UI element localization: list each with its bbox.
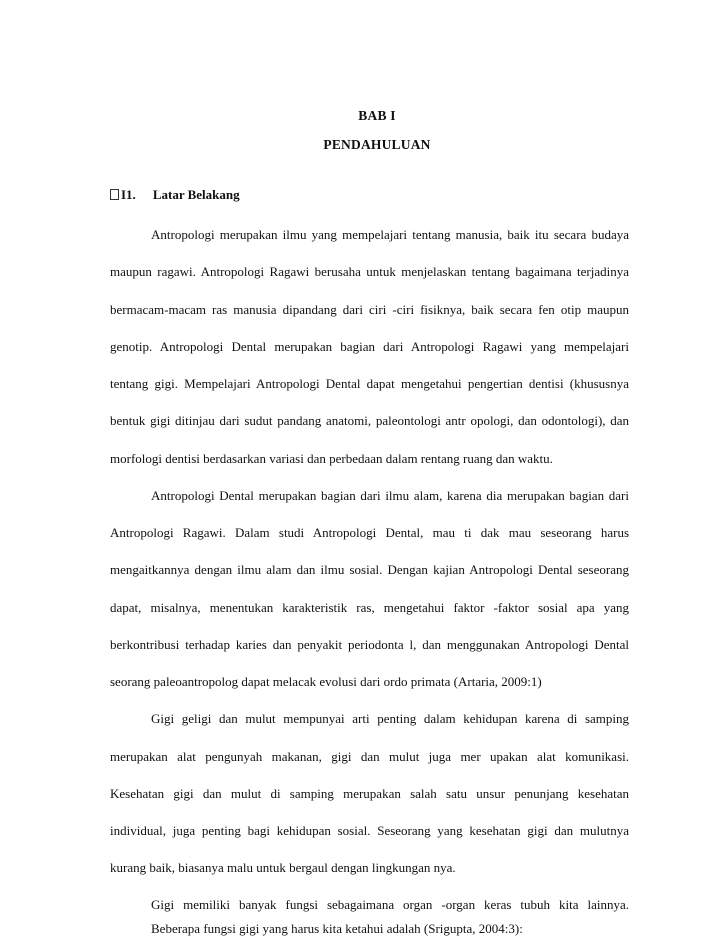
paragraph-2-line-2: Antropologi Ragawi. Dalam studi Antropologi Dental, mau ti dak mau seseorang harus [110,525,629,540]
paragraph-1-line-5: tentang gigi. Mempelajari Antropologi Dental dapat mengetahui pengertian dentisi (khususnya [110,376,629,391]
bullet-box-icon [110,189,119,200]
paragraph-2-line-4: dapat, misalnya, menentukan karakteristik ras, mengetahui faktor -faktor sosial apa yang [110,600,629,615]
section-number: I1. [121,187,136,202]
paragraph-2-line-5: berkontribusi terhadap karies dan penyakit periodonta l, dan menggunakan Antropologi Dental [110,637,629,652]
paragraph-1-line-1: Antropologi merupakan ilmu yang mempelajari tentang manusia, baik itu secara budaya [151,227,629,242]
paragraph-3-line-2: merupakan alat pengunyah makanan, gigi dan mulut juga mer upakan alat komunikasi. [110,749,629,764]
paragraph-1-line-6: bentuk gigi ditinjau dari sudut pandang anatomi, paleontologi antr opologi, dan odontologi), dan [110,413,629,428]
paragraph-1-line-3: bermacam-macam ras manusia dipandang dari ciri -ciri fisiknya, baik secara fen otip maupun [110,302,629,317]
chapter-label: BAB I [358,108,396,123]
paragraph-2-line-1: Antropologi Dental merupakan bagian dari ilmu alam, karena dia merupakan bagian dari [151,488,629,503]
paragraph-3-line-4: individual, juga penting bagi kehidupan sosial. Seseorang yang kesehatan gigi dan mulutnya [110,823,629,838]
paragraph-3-line-5: kurang baik, biasanya malu untuk bergaul dengan lingkungan nya. [110,860,456,875]
paragraph-3-line-1: Gigi geligi dan mulut mempunyai arti penting dalam kehidupan karena di samping [151,711,629,726]
paragraph-4-line-2: Beberapa fungsi gigi yang harus kita ketahui adalah (Srigupta, 2004:3): [151,921,523,936]
section-title: Latar Belakang [152,187,240,202]
section-heading [110,187,240,203]
paragraph-1-line-2: maupun ragawi. Antropologi Ragawi berusaha untuk menjelaskan tentang bagaimana terjadinya [110,264,629,279]
paragraph-3-line-3: Kesehatan gigi dan mulut di samping merupakan salah satu unsur penunjang kesehatan [110,786,629,801]
paragraph-1-line-7: morfologi dentisi berdasarkan variasi dan perbedaan dalam rentang ruang dan waktu. [110,451,553,466]
paragraph-2-line-6: seorang paleoantropolog dapat melacak evolusi dari ordo primata (Artaria, 2009:1) [110,674,542,689]
paragraph-1-line-4: genotip. Antropologi Dental merupakan bagian dari Antropologi Ragawi yang mempelajari [110,339,629,354]
paragraph-2-line-3: mengaitkannya dengan ilmu alam dan ilmu sosial. Dengan kajian Antropologi Dental seseorang [110,562,629,577]
chapter-title: PENDAHULUAN [323,137,431,152]
paragraph-4-line-1: Gigi memiliki banyak fungsi sebagaimana organ -organ keras tubuh kita lainnya. [151,897,629,912]
